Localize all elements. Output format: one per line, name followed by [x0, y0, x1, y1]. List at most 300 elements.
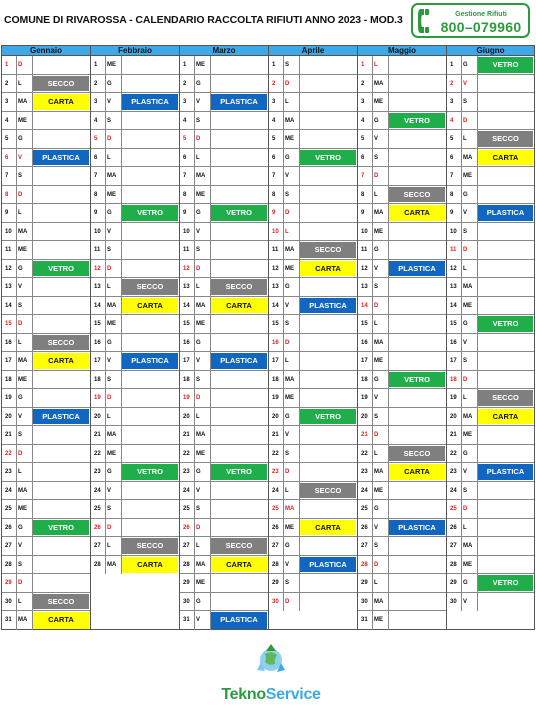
cell-divider — [299, 426, 300, 444]
collection-badge-carta: CARTA — [122, 557, 178, 574]
day-row — [91, 352, 179, 371]
collection-badge-plastica: PLASTICA — [478, 205, 533, 221]
cell-divider — [299, 334, 300, 352]
cell-divider — [194, 278, 195, 296]
day-number: 24 — [5, 487, 12, 494]
day-number: 4 — [272, 117, 276, 124]
day-row — [447, 463, 534, 482]
cell-divider — [121, 315, 122, 333]
day-row — [269, 241, 357, 260]
cell-divider — [210, 519, 211, 537]
day-row — [2, 93, 90, 112]
cell-divider — [194, 223, 195, 241]
collection-badge-carta: CARTA — [300, 261, 356, 277]
weekday: S — [374, 154, 379, 161]
month-column-gennaio — [2, 46, 91, 629]
day-row — [358, 371, 446, 390]
cell-divider — [283, 500, 284, 518]
day-row — [447, 445, 534, 464]
hotline-box — [411, 3, 530, 38]
day-row — [91, 297, 179, 316]
day-row — [269, 519, 357, 538]
day-number: 1 — [272, 62, 276, 68]
day-row — [358, 130, 446, 149]
day-number: 28 — [272, 561, 279, 568]
day-number: 3 — [5, 99, 9, 105]
collection-badge-secco: SECCO — [33, 594, 89, 610]
cell-divider — [194, 426, 195, 444]
weekday: ME — [374, 358, 383, 364]
weekday: MA — [18, 487, 28, 494]
day-number: 15 — [183, 321, 190, 327]
cell-divider — [461, 463, 462, 481]
cell-divider — [477, 112, 478, 130]
day-number: 3 — [450, 99, 454, 105]
cell-divider — [372, 112, 373, 130]
day-number: 31 — [183, 617, 190, 623]
day-row — [447, 93, 534, 112]
day-row — [269, 204, 357, 223]
weekday: D — [196, 395, 201, 401]
cell-divider — [461, 371, 462, 389]
day-row — [447, 204, 534, 223]
weekday: MA — [18, 358, 28, 364]
cell-divider — [210, 56, 211, 74]
day-number: 12 — [450, 265, 457, 272]
day-row — [91, 167, 179, 186]
weekday: ME — [18, 376, 27, 383]
cell-divider — [283, 149, 284, 167]
weekday: S — [463, 228, 468, 235]
day-number: 26 — [361, 524, 368, 531]
weekday: S — [463, 99, 468, 105]
weekday: G — [463, 62, 468, 68]
weekday: V — [374, 265, 379, 272]
weekday: V — [463, 598, 468, 605]
month-column-giugno — [447, 46, 534, 629]
cell-divider — [16, 260, 17, 278]
cell-divider — [16, 537, 17, 555]
day-row — [358, 500, 446, 519]
day-row — [269, 389, 357, 408]
day-number: 14 — [272, 302, 279, 309]
weekday: S — [463, 487, 468, 494]
weekday: L — [374, 191, 378, 198]
day-number: 17 — [94, 358, 101, 364]
day-row — [447, 574, 534, 593]
day-row — [91, 130, 179, 149]
day-number: 22 — [272, 450, 279, 457]
day-number: 11 — [5, 247, 12, 253]
weekday: V — [463, 80, 468, 87]
cell-divider — [283, 445, 284, 463]
cell-divider — [299, 537, 300, 555]
day-row — [180, 167, 268, 186]
day-number: 17 — [183, 358, 190, 364]
cell-divider — [461, 56, 462, 74]
day-row — [269, 297, 357, 316]
day-row — [269, 500, 357, 519]
day-number: 12 — [183, 265, 190, 272]
weekday: S — [107, 247, 112, 253]
day-number: 24 — [361, 487, 368, 494]
day-number: 8 — [94, 191, 98, 198]
cell-divider — [210, 186, 211, 204]
collection-badge-secco: SECCO — [300, 483, 356, 499]
cell-divider — [283, 75, 284, 93]
cell-divider — [194, 408, 195, 426]
weekday: ME — [285, 524, 294, 531]
cell-divider — [388, 167, 389, 185]
cell-divider — [388, 482, 389, 500]
weekday: MA — [285, 117, 295, 124]
day-row — [180, 556, 268, 575]
weekday: D — [18, 321, 23, 327]
weekday: L — [285, 487, 289, 494]
day-row — [2, 315, 90, 334]
weekday: S — [196, 506, 201, 512]
collection-badge-vetro: VETRO — [33, 261, 89, 277]
cell-divider — [16, 56, 17, 74]
day-row — [447, 56, 534, 75]
cell-divider — [372, 297, 373, 315]
day-number: 3 — [272, 99, 276, 105]
cell-divider — [372, 93, 373, 111]
weekday: S — [463, 358, 468, 364]
collection-badge-plastica: PLASTICA — [211, 94, 267, 110]
cell-divider — [372, 260, 373, 278]
cell-divider — [105, 352, 106, 370]
cell-divider — [283, 260, 284, 278]
cell-divider — [105, 445, 106, 463]
day-row — [91, 260, 179, 279]
day-row — [2, 56, 90, 75]
collection-badge-plastica: PLASTICA — [389, 261, 445, 277]
cell-divider — [194, 574, 195, 592]
month-header: Giugno — [447, 46, 534, 56]
cell-divider — [461, 574, 462, 592]
day-row — [180, 352, 268, 371]
cell-divider — [105, 149, 106, 167]
cell-divider — [194, 56, 195, 74]
day-row — [358, 519, 446, 538]
day-row — [180, 611, 268, 630]
day-number: 5 — [272, 136, 276, 142]
day-number: 23 — [272, 469, 279, 475]
weekday: V — [463, 210, 468, 216]
day-row — [2, 500, 90, 519]
weekday: ME — [107, 321, 116, 327]
cell-divider — [477, 223, 478, 241]
weekday: D — [107, 136, 112, 142]
collection-badge-plastica: PLASTICA — [211, 353, 267, 369]
cell-divider — [105, 519, 106, 537]
cell-divider — [210, 574, 211, 592]
cell-divider — [461, 241, 462, 259]
day-number: 19 — [361, 395, 368, 401]
collection-badge-carta: CARTA — [33, 353, 89, 369]
day-row — [180, 500, 268, 519]
cell-divider — [388, 593, 389, 611]
day-number: 25 — [5, 506, 12, 512]
cell-divider — [105, 167, 106, 185]
weekday: V — [18, 543, 23, 549]
day-number: 5 — [183, 136, 187, 142]
cell-divider — [283, 204, 284, 222]
day-number: 7 — [450, 173, 454, 179]
cell-divider — [121, 500, 122, 518]
day-row — [358, 389, 446, 408]
cell-divider — [194, 93, 195, 111]
day-number: 20 — [5, 413, 12, 420]
collection-badge-carta: CARTA — [478, 150, 533, 166]
weekday: D — [285, 598, 290, 605]
weekday: MA — [374, 80, 384, 87]
cell-divider — [388, 297, 389, 315]
month-header: Febbraio — [91, 46, 179, 56]
cell-divider — [16, 315, 17, 333]
cell-divider — [461, 112, 462, 130]
day-row — [358, 260, 446, 279]
day-row — [180, 334, 268, 353]
cell-divider — [461, 334, 462, 352]
weekday: MA — [463, 284, 473, 290]
cell-divider — [388, 556, 389, 574]
weekday: MA — [196, 173, 206, 179]
day-number: 30 — [183, 598, 190, 605]
collection-badge-vetro: VETRO — [478, 575, 533, 591]
day-row — [2, 426, 90, 445]
day-row — [91, 556, 179, 575]
cell-divider — [477, 537, 478, 555]
day-row — [2, 204, 90, 223]
weekday: G — [18, 395, 23, 401]
collection-badge-plastica: PLASTICA — [33, 409, 89, 425]
day-number: 30 — [272, 598, 279, 605]
day-number: 19 — [94, 395, 101, 401]
month-column-marzo — [180, 46, 269, 629]
cell-divider — [477, 371, 478, 389]
cell-divider — [372, 167, 373, 185]
day-row — [358, 112, 446, 131]
day-number: 25 — [361, 506, 368, 512]
day-number: 29 — [361, 580, 368, 586]
cell-divider — [105, 297, 106, 315]
weekday: V — [374, 524, 379, 531]
day-row — [447, 149, 534, 168]
day-row — [91, 56, 179, 75]
weekday: S — [196, 117, 201, 124]
day-row — [269, 112, 357, 131]
cell-divider — [16, 445, 17, 463]
day-number: 15 — [361, 321, 368, 327]
weekday: L — [107, 413, 111, 420]
weekday: ME — [285, 136, 294, 142]
cell-divider — [210, 167, 211, 185]
collection-badge-plastica: PLASTICA — [122, 94, 178, 110]
weekday: L — [374, 321, 378, 327]
day-row — [269, 315, 357, 334]
day-number: 15 — [450, 321, 457, 327]
day-row — [358, 186, 446, 205]
cell-divider — [105, 130, 106, 148]
day-number: 2 — [272, 80, 276, 87]
weekday: D — [463, 376, 468, 383]
cell-divider — [372, 56, 373, 74]
cell-divider — [16, 130, 17, 148]
cell-divider — [461, 75, 462, 93]
day-row — [2, 556, 90, 575]
cell-divider — [121, 408, 122, 426]
cell-divider — [372, 75, 373, 93]
cell-divider — [283, 463, 284, 481]
day-number: 25 — [450, 506, 457, 512]
cell-divider — [105, 556, 106, 575]
day-row — [269, 278, 357, 297]
day-row — [358, 223, 446, 242]
day-number: 13 — [450, 284, 457, 290]
day-row — [447, 352, 534, 371]
weekday: D — [374, 173, 379, 179]
cell-divider — [32, 56, 33, 74]
collection-calendar — [1, 45, 535, 630]
cell-divider — [299, 389, 300, 407]
day-row — [91, 278, 179, 297]
day-row — [447, 278, 534, 297]
cell-divider — [372, 408, 373, 426]
collection-badge-carta: CARTA — [478, 409, 533, 425]
cell-divider — [372, 593, 373, 611]
weekday: D — [18, 62, 23, 68]
day-number: 31 — [361, 617, 368, 623]
cell-divider — [194, 75, 195, 93]
day-number: 1 — [450, 62, 454, 68]
day-row — [447, 519, 534, 538]
weekday: MA — [463, 543, 473, 549]
weekday: S — [285, 321, 290, 327]
day-number: 2 — [94, 80, 98, 87]
day-row — [2, 611, 90, 630]
weekday: D — [463, 506, 468, 512]
day-row — [358, 445, 446, 464]
weekday: ME — [107, 62, 116, 68]
day-number: 15 — [94, 321, 101, 327]
day-number: 9 — [272, 210, 276, 216]
cell-divider — [283, 278, 284, 296]
weekday: V — [18, 284, 23, 290]
day-row — [180, 445, 268, 464]
cell-divider — [194, 556, 195, 574]
weekday: G — [196, 339, 201, 346]
weekday: G — [196, 469, 201, 475]
day-row — [269, 593, 357, 612]
day-row — [91, 241, 179, 260]
cell-divider — [372, 426, 373, 444]
day-number: 16 — [5, 339, 12, 346]
day-row — [358, 334, 446, 353]
cell-divider — [121, 75, 122, 93]
month-header: Gennaio — [2, 46, 90, 56]
cell-divider — [372, 500, 373, 518]
cell-divider — [194, 371, 195, 389]
day-number: 7 — [183, 173, 187, 179]
collection-badge-carta: CARTA — [300, 520, 356, 536]
weekday: G — [107, 210, 112, 216]
day-number: 2 — [361, 80, 365, 87]
day-row — [2, 149, 90, 168]
day-row — [447, 315, 534, 334]
cell-divider — [121, 519, 122, 537]
weekday: MA — [285, 247, 295, 253]
day-number: 11 — [183, 247, 190, 253]
cell-divider — [105, 315, 106, 333]
cell-divider — [477, 593, 478, 612]
day-row — [91, 426, 179, 445]
day-row — [269, 130, 357, 149]
cell-divider — [477, 519, 478, 537]
day-row — [447, 241, 534, 260]
collection-badge-secco: SECCO — [478, 131, 533, 147]
day-row — [269, 223, 357, 242]
cell-divider — [372, 537, 373, 555]
weekday: G — [18, 524, 23, 531]
cell-divider — [16, 463, 17, 481]
cell-divider — [105, 500, 106, 518]
cell-divider — [194, 500, 195, 518]
day-row — [91, 334, 179, 353]
weekday: S — [285, 191, 290, 198]
teknoservice-logo — [206, 640, 336, 708]
day-number: 10 — [272, 228, 279, 235]
cell-divider — [105, 334, 106, 352]
weekday: L — [285, 358, 289, 364]
cell-divider — [210, 593, 211, 611]
cell-divider — [16, 112, 17, 130]
weekday: ME — [463, 302, 472, 309]
cell-divider — [372, 130, 373, 148]
day-row — [91, 445, 179, 464]
cell-divider — [461, 315, 462, 333]
day-number: 29 — [5, 580, 12, 586]
collection-badge-vetro: VETRO — [211, 464, 267, 480]
day-number: 13 — [183, 284, 190, 290]
day-number: 23 — [94, 469, 101, 475]
cell-divider — [283, 112, 284, 130]
day-row — [358, 75, 446, 94]
day-number: 7 — [361, 173, 365, 179]
weekday: L — [18, 598, 22, 605]
cell-divider — [388, 537, 389, 555]
day-number: 13 — [272, 284, 279, 290]
day-row — [91, 389, 179, 408]
cell-divider — [388, 574, 389, 592]
cell-divider — [299, 112, 300, 130]
weekday: D — [285, 339, 290, 346]
day-row — [358, 93, 446, 112]
cell-divider — [121, 167, 122, 185]
cell-divider — [121, 112, 122, 130]
day-number: 19 — [5, 395, 12, 401]
day-row — [2, 593, 90, 612]
cell-divider — [210, 426, 211, 444]
cell-divider — [16, 75, 17, 93]
day-row — [91, 371, 179, 390]
day-row — [180, 75, 268, 94]
day-row — [180, 389, 268, 408]
weekday: ME — [374, 99, 383, 105]
weekday: V — [107, 99, 112, 105]
cell-divider — [388, 149, 389, 167]
